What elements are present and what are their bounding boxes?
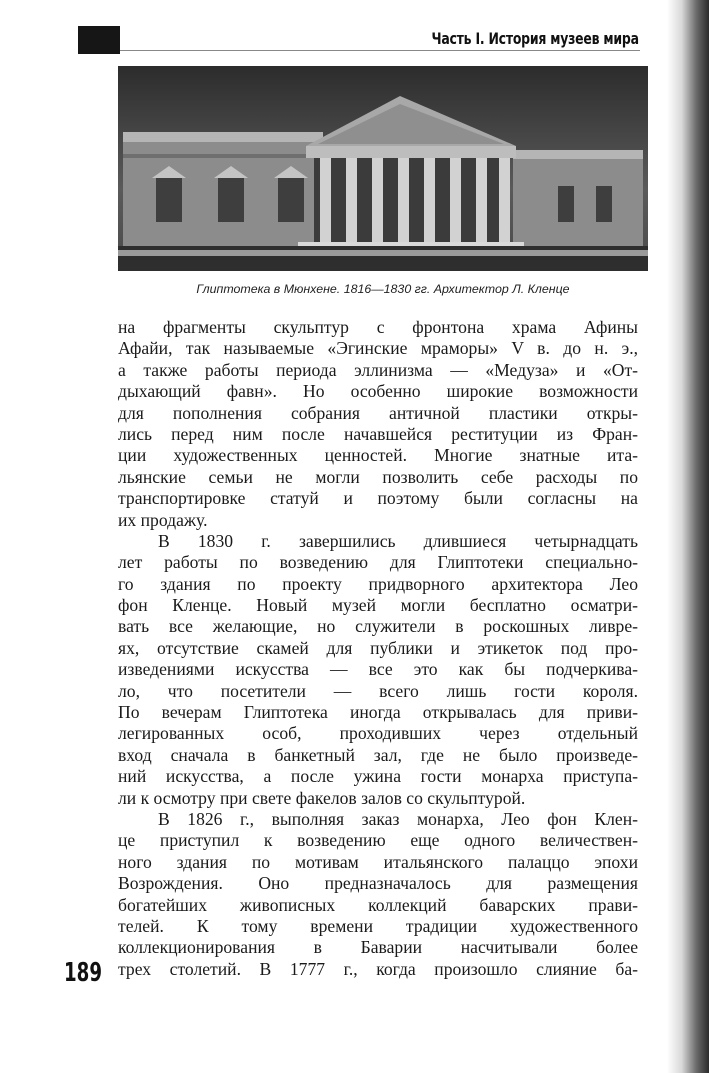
text-line: дыхающий фавн». Но особенно широкие возможности — [118, 381, 638, 402]
text-line: ли к осмотру при свете факелов залов со скульптурой. — [118, 787, 526, 808]
text-line: лись перед ним после начавшейся реституции из Фран- — [118, 423, 638, 444]
building-illustration — [118, 66, 648, 271]
text-line: легированных особ, проходивших через отдельный — [118, 723, 638, 744]
figure-caption: Глиптотека в Мюнхене. 1816—1830 гг. Архитектор Л. Кленце — [196, 282, 570, 296]
text-line: Возрождения. Оно предназначалось для размещения — [118, 873, 638, 894]
running-head: Часть I. История музеев мира — [431, 29, 639, 48]
text-line: ях, отсутствие скамей для публики и этикеток под про- — [118, 637, 638, 658]
text-line: В 1826 г., выполняя заказ монарха, Лео фон Клен- — [158, 808, 638, 829]
text-line: лет работы по возведению для Глиптотеки специально- — [118, 552, 638, 573]
text-line: В 1830 г. завершились длившиеся четырнадцать — [158, 530, 638, 551]
header-black-block — [78, 26, 120, 54]
glyptothek-photo — [118, 66, 648, 271]
text-line: а также работы периода эллинизма — «Медуза» и «От- — [118, 359, 638, 380]
text-line: трех столетий. В 1777 г., когда произошло слияние ба- — [118, 958, 638, 979]
text-line: вать все желающие, но служители в роскошных ливре- — [118, 616, 638, 637]
text-line: ний искусства, а после ужина гости монарха приступа- — [118, 766, 638, 787]
header-rule — [120, 50, 640, 51]
text-line: вход сначала в банкетный зал, где не было произведе- — [118, 744, 638, 765]
text-line: ции художественных ценностей. Многие знатные ита- — [118, 445, 638, 466]
body-text — [118, 317, 638, 980]
text-line: их продажу. — [118, 509, 208, 530]
text-line: для пополнения собрания античной пластики откры- — [118, 402, 638, 423]
text-line: на фрагменты скульптур с фронтона храма Афины — [118, 317, 638, 337]
text-line: го здания по проекту придворного архитектора Лео — [118, 573, 638, 594]
text-line: Афайи, так называемые «Эгинские мраморы» V в. до н. э., — [118, 338, 638, 359]
text-line: транспортировке статуй и поэтому были согласны на — [118, 488, 638, 509]
text-line: це приступил к возведению еще одного величествен- — [118, 830, 638, 851]
book-spine-shadow — [667, 0, 709, 1073]
text-line: ного здания по мотивам итальянского палаццо эпохи — [118, 851, 638, 872]
text-line: льянские семьи не могли позволить себе расходы по — [118, 466, 638, 487]
text-line: коллекционирования в Баварии насчитывали более — [118, 937, 638, 958]
page-number: 189 — [64, 958, 102, 988]
text-line: богатейших живописных коллекций баварских прави- — [118, 894, 638, 915]
text-line: изведениями искусства — все это как бы подчеркива- — [118, 659, 638, 680]
text-line: По вечерам Глиптотека иногда открывалась для приви- — [118, 702, 638, 723]
text-line: ло, что посетители — всего лишь гости короля. — [118, 680, 638, 701]
text-line: телей. К тому времени традиции художественного — [118, 915, 638, 936]
text-line: фон Кленце. Новый музей могли бесплатно осматри- — [118, 595, 638, 616]
